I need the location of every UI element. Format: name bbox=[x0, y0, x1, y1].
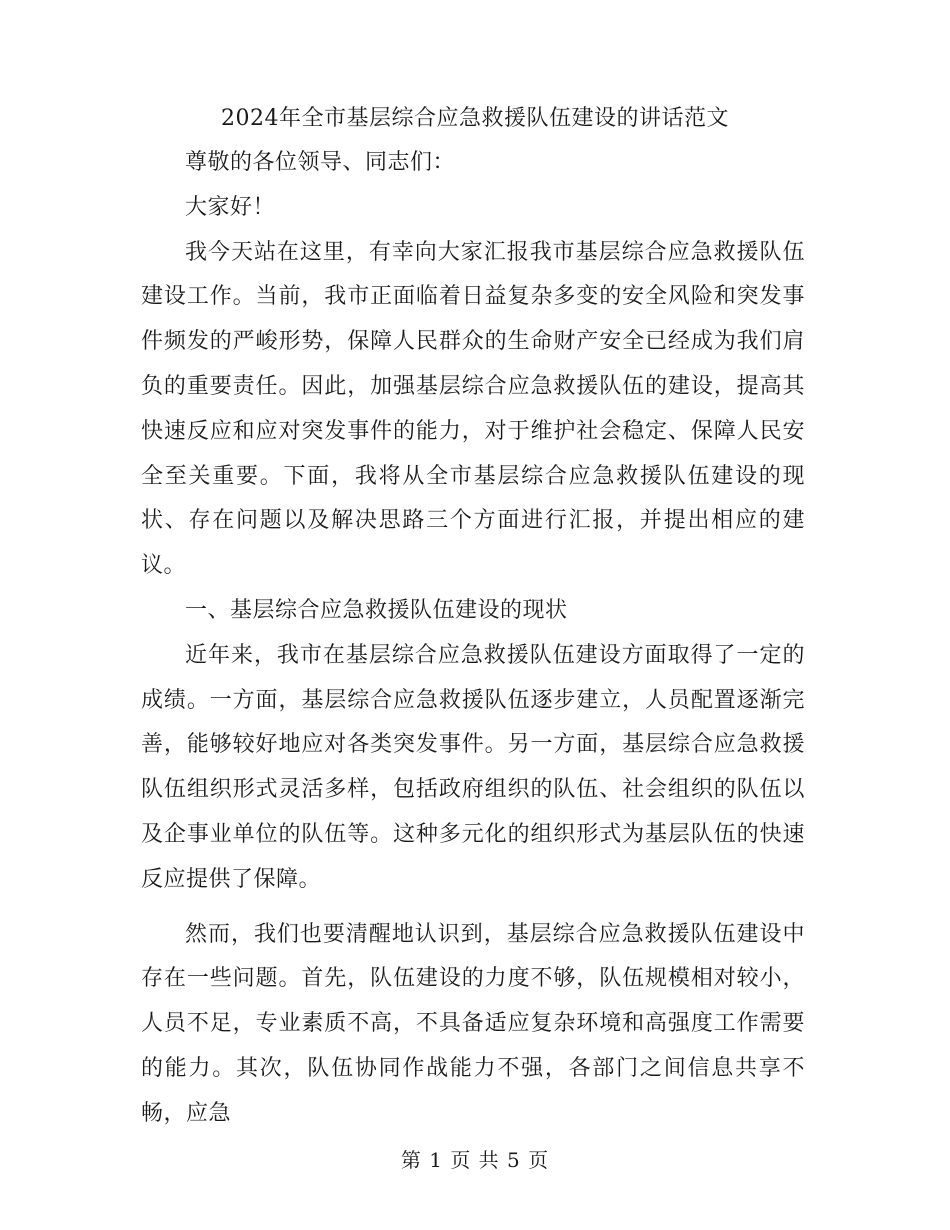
intro-paragraph: 我今天站在这里，有幸向大家汇报我市基层综合应急救援队伍建设工作。当前，我市正面临着日益复杂多变的安全风险和突发事件频发的严峻形势，保障人民群众的生命财产安全已经成为我们肩负的重要责任。因此，加强基层综合应急救援队伍的建设，提高其快速反应和应对突发事件的能力，对于维护社会稳定、保障人民安全至关重要。下面，我将从全市基层综合应急救援队伍建设的现状、存在问题以及解决思路三个方面进行汇报，并提出相应的建议。 bbox=[141, 239, 805, 579]
salutation: 尊敬的各位领导、同志们： bbox=[185, 150, 456, 175]
status-paragraph: 近年来，我市在基层综合应急救援队伍建设方面取得了一定的成绩。一方面，基层综合应急救援队伍逐步建立，人员配置逐渐完善，能够较好地应对各类突发事件。另一方面，基层综合应急救援队伍组织形式灵活多样，包括政府组织的队伍、社会组织的队伍以及企事业单位的队伍等。这种多元化的组织形式为基层队伍的快速反应提供了保障。 bbox=[141, 642, 805, 892]
document-title: 2024年全市基层综合应急救援队伍建设的讲话范文 bbox=[221, 106, 729, 131]
document-body bbox=[141, 141, 805, 1137]
greeting: 大家好！ bbox=[185, 194, 276, 220]
section-heading: 一、基层综合应急救援队伍建设的现状 bbox=[185, 597, 568, 623]
page-footer: 第 1 页 共 5 页 bbox=[400, 1148, 550, 1172]
problems-paragraph: 然而，我们也要清醒地认识到，基层综合应急救援队伍建设中存在一些问题。首先，队伍建设的力度不够，队伍规模相对较小，人员不足，专业素质不高，不具备适应复杂环境和高强度工作需要的能力。其次，队伍协同作战能力不强，各部门之间信息共享不畅，应急 bbox=[141, 921, 805, 1126]
